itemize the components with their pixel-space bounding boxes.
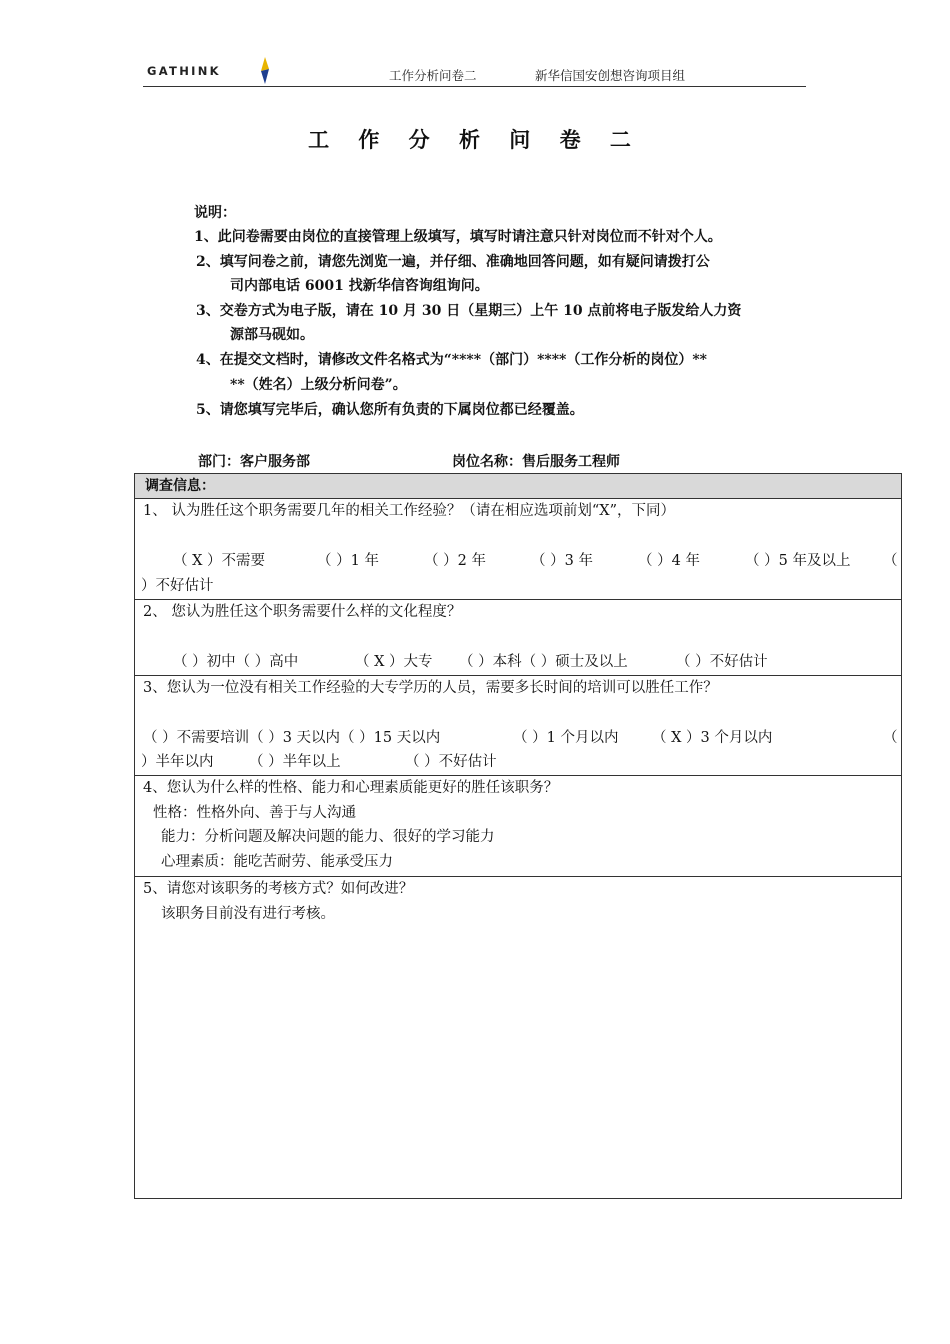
header-organization: 新华信国安创想咨询项目组 — [535, 68, 686, 83]
q2-option[interactable]: （ ）初中（ ）高中 — [173, 654, 299, 670]
survey-form — [134, 473, 902, 1199]
q2-option[interactable]: （ X ）大专 — [355, 654, 433, 670]
question-4-text: 4、您认为什么样的性格、能力和心理素质能更好的胜任该职务？ — [143, 780, 559, 796]
q1-option[interactable]: （ ）3 年 — [531, 553, 593, 569]
q3-option-line2[interactable]: （ ）半年以上 — [249, 754, 341, 770]
q4-answer-psychology[interactable]: 心理素质：能吃苦耐劳、能承受压力 — [161, 854, 393, 870]
instruction-4-line1: 4、在提交文档时，请修改文件名格式为“****（部门）****（工作分析的岗位）** — [196, 352, 708, 368]
q3-option-line2[interactable]: ）半年以内 — [141, 754, 214, 770]
header-document-name: 工作分析问卷二 — [389, 68, 477, 83]
question-3 — [135, 676, 901, 775]
q2-option[interactable]: （ ）不好估计 — [676, 654, 768, 670]
question-5 — [135, 877, 901, 1198]
instruction-3-line1: 3、交卷方式为电子版，请在 10 月 30 日（星期三）上午 10 点前将电子版发给人力资 — [196, 303, 742, 319]
q4-answer-personality[interactable]: 性格：性格外向、善于与人沟通 — [153, 805, 356, 821]
department-label: 部门：客户服务部 — [198, 454, 310, 470]
section-header-label: 调查信息： — [145, 478, 215, 494]
q3-option[interactable]: （ — [883, 730, 898, 746]
question-2 — [135, 600, 901, 675]
q3-option[interactable]: （ X ）3 个月以内 — [652, 730, 773, 746]
q3-option[interactable]: （ ）不需要培训（ ）3 天以内（ ）15 天以内 — [143, 730, 441, 746]
instruction-3-line2: 源部马砚如。 — [230, 327, 314, 343]
q2-option[interactable]: （ ）本科（ ）硕士及以上 — [459, 654, 628, 670]
q1-option[interactable]: （ ）1 年 — [317, 553, 379, 569]
q3-option-line2[interactable]: （ ）不好估计 — [405, 754, 497, 770]
q5-answer[interactable]: 该职务目前没有进行考核。 — [161, 906, 335, 922]
instruction-2-line1: 2、填写问卷之前，请您先浏览一遍，并仔细、准确地回答问题，如有疑问请拨打公 — [196, 254, 710, 270]
instructions-label: 说明： — [194, 205, 236, 221]
page-title: 工 作 分 析 问 卷 二 — [308, 127, 642, 152]
q1-option[interactable]: （ — [883, 553, 898, 569]
q1-option[interactable]: （ ）5 年及以上 — [745, 553, 851, 569]
page-header — [143, 58, 806, 87]
question-5-text: 5、请您对该职务的考核方式？如何改进？ — [143, 881, 414, 897]
question-3-text: 3、您认为一位没有相关工作经验的大专学历的人员，需要多长时间的培训可以胜任工作？ — [143, 680, 718, 696]
q1-option[interactable]: （ ）2 年 — [424, 553, 486, 569]
question-1 — [135, 499, 901, 599]
instruction-2-line2: 司内部电话 6001 找新华信咨询组询问。 — [230, 278, 489, 294]
instruction-4-line2: **（姓名）上级分析问卷”。 — [230, 377, 407, 393]
section-header — [135, 474, 901, 498]
q1-option-line2[interactable]: ）不好估计 — [141, 578, 214, 594]
instruction-5: 5、请您填写完毕后，确认您所有负责的下属岗位都已经覆盖。 — [196, 402, 584, 418]
q3-option[interactable]: （ ）1 个月以内 — [513, 730, 619, 746]
q1-option[interactable]: （ X ）不需要 — [173, 553, 266, 569]
q4-answer-ability[interactable]: 能力：分析问题及解决问题的能力、很好的学习能力 — [161, 829, 495, 845]
position-label: 岗位名称：售后服务工程师 — [452, 454, 620, 470]
question-2-text: 2、 您认为胜任这个职务需要什么样的文化程度？ — [143, 604, 462, 620]
company-logo-text: GATHINK — [147, 64, 221, 78]
q1-option[interactable]: （ ）4 年 — [638, 553, 700, 569]
logo-mark-icon — [255, 57, 275, 85]
question-1-text: 1、 认为胜任这个职务需要几年的相关工作经验？（请在相应选项前划“X”，下同） — [143, 503, 675, 519]
instruction-1: 1、此问卷需要由岗位的直接管理上级填写，填写时请注意只针对岗位而不针对个人。 — [194, 229, 722, 245]
question-4 — [135, 776, 901, 876]
